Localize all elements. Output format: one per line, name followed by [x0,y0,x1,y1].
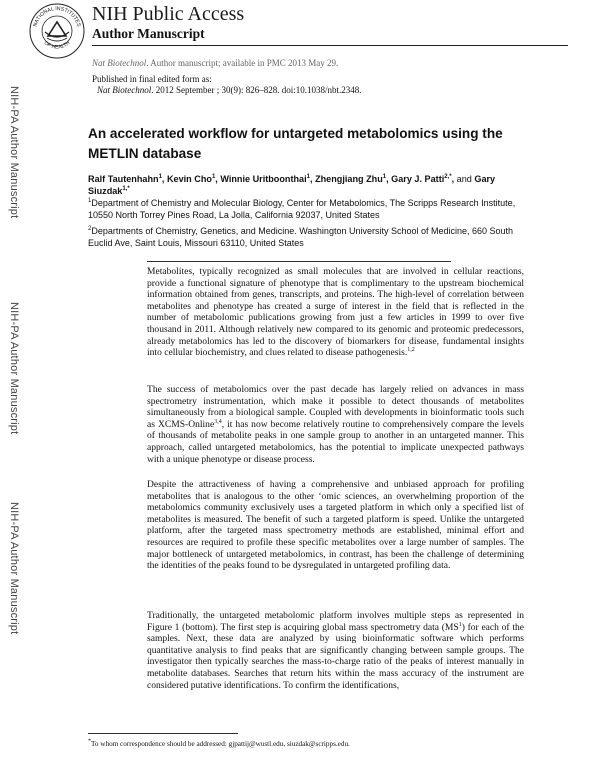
affiliation: $^1$Department of Chemistry and Molecular Biology, Center for Metabolomics, The Scripps Research Institute, 10550 North Torrey Pines Road, La Jolla, California 92037, United States [88,198,516,220]
author-manuscript-label: Author Manuscript [92,26,205,41]
correspondence-footnote: *To whom correspondence should be addressed: gjpattij@wustl.edu, siuzdak@scripps.edu. [88,738,350,748]
svg-text:NATIONAL INSTITUTES [32,6,81,28]
nih-public-access-title: NIH Public Access [92,3,245,25]
pmc-availability-note: Nat Biotechnol. Author manuscript; available in PMC 2013 May 29. [92,58,339,68]
author-name: Gary Siuzdak [88,174,496,196]
citation: Nat Biotechnol. 2012 September ; 30(9): 826–828. doi:10.1038/nbt.2348. [97,85,362,95]
logo-bottom-text: OF HEALTH [42,40,72,51]
author-name: Gary J. Patti [391,174,445,184]
author-name: Kevin Cho [166,174,212,184]
body-paragraph: Despite the attractiveness of having a comprehensive and unbiased approach for profiling metabolites that is analogous to the other ‘omic sciences, an overwhelming proportion of the metabolomics community exclusively uses a targeted platform in which only a specified list of metabolites is measured. The benefit of such a targeted platform is speed. Unlike the untargeted platform, after the targeted mass spectrometry methods are established, minimal effort and resources are required to profile these specific metabolites over a large number of samples. The major bottleneck of untargeted metabolomics, in contrast, has been the challenge of determining the identities of the peaks found to be dysregulated in untargeted profiling data. [147,479,524,572]
published-in-label: Published in final edited form as: [92,74,212,84]
nih-logo [28,2,86,60]
sidebar-label: NIH-PA Author Manuscript [8,302,20,435]
affiliation: $^2$Departments of Chemistry, Genetics, and Medicine. Washington University School of Medicine, 660 South Euclid Ave, Saint Louis, Missouri 63110, United States [88,226,514,248]
body-paragraph: The success of metabolomics over the past decade has largely relied on advances in mass spectrometry instrumentation, which make it possible to detect thousands of metabolites simultaneously from a biological sample. Coupled with developments in bioinformatic tools such as XCMS-Online$^{3,4}$, it has now become relatively routine to comprehensively compare the levels of thousands of metabolite peaks in one sample group to another in an untargeted manner. This approach, called untargeted metabolomics, has the potential to implicate unexpected pathways with a unique phenotype or disease process. [147,384,525,465]
body-paragraph: Metabolites, typically recognized as small molecules that are involved in cellular reactions, provide a functional signature of phenotype that is complimentary to the upstream biochemical information obtained from genes, transcripts, and proteins. The high-level of correlation between metabolites and phenotype has created a surge of interest in the field that is reflected in the number of metabolomic publications growing from just a few articles in 1999 to over five thousand in 2011. Although relatively new compared to its genomic and proteomic predecessors, already metabolomics has led to the discovery of biomarkers for disease, fundamental insights into cellular biochemistry, and clues related to disease pathogenesis.$^{1,2}$ [147,266,524,359]
author-list: Ralf Tautenhahn$^1$, Kevin Cho$^1$, Winnie Uritboonthai$^1$, Zhengjiang Zhu$^1$, Gary J. Patti$^{2,*}$, and Gary Siuzdak$^{1,*}$ [88,173,496,196]
footnote-divider [88,733,238,734]
svg-text:OF HEALTH [43,40,72,50]
publication-info [92,74,361,96]
abstract-divider [147,261,451,262]
header-divider [92,45,568,46]
author-name: Zhengjiang Zhu [315,174,383,184]
sidebar-label: NIH-PA Author Manuscript [8,502,20,635]
body-paragraph: Traditionally, the untargeted metabolomic platform involves multiple steps as represented in Figure 1 (bottom). The first step is acquiring global mass spectrometry data $(MS^1)$ for each of the samples. Next, these data are analyzed by using bioinformatic software which performs quantitative analysis to find peaks that are significantly changing between sample groups. The investigator then typically searches the mass-to-charge ratio of the peaks of interest manually in metabolite databases. Searches that return hits within the mass accuracy of the instrument are considered putative identifications. To confirm the identifications, [147,610,524,691]
author-name: Ralf Tautenhahn [88,174,159,184]
sidebar-label: NIH-PA Author Manuscript [8,86,20,219]
article-title: An accelerated workflow for untargeted metabolomics using the METLIN database [88,126,503,161]
author-name: Winnie Uritboonthai [220,174,307,184]
logo-top-text: NATIONAL INSTITUTES [32,5,82,28]
